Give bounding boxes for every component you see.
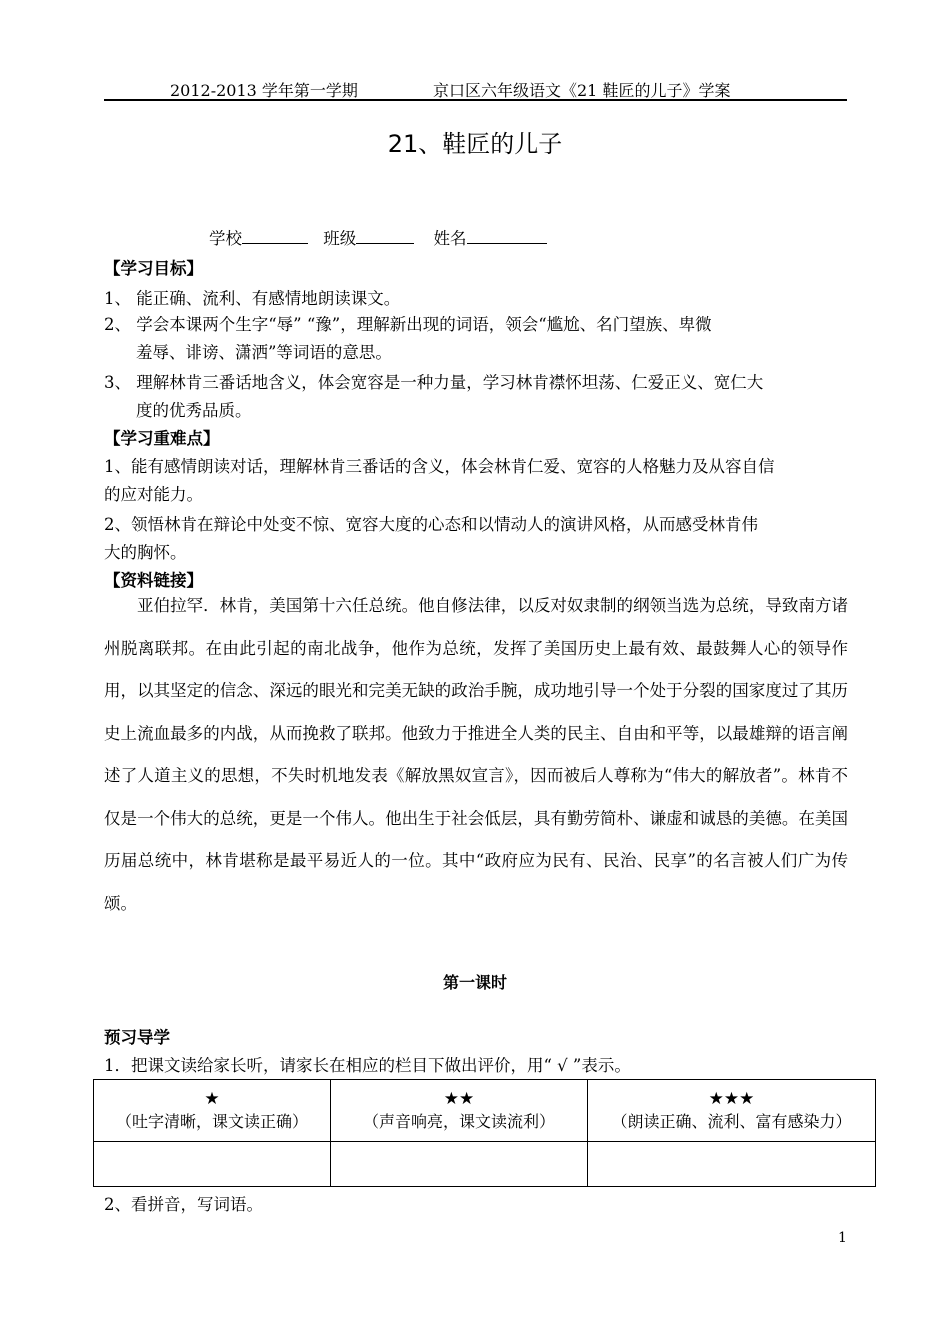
name-label: 姓名: [433, 229, 467, 248]
question-2: 2、看拼音，写词语。: [104, 1195, 263, 1214]
star-rating: ★★★: [708, 1088, 755, 1109]
keypoints-heading: 【学习重难点】: [104, 429, 220, 448]
name-blank: [467, 227, 547, 244]
materials-paragraph: 亚伯拉罕．林肯，美国第十六任总统。他自修法律，以反对奴隶制的纲领当选为总统，导致南方诸州脱离联邦。在由此引起的南北战争，他作为总统，发挥了美国历史上最有效、最鼓舞人心的领导作用，以其坚定的信念、深远的眼光和完美无缺的政治手腕，成功地引导一个处于分裂的国家度过了其历史上流血最多的内战，从而挽救了联邦。他致力于推进全人类的民主、自由和平等，以最雄辩的语言阐述了人道主义的思想，不失时机地发表《解放黑奴宣言》，因而被后人尊称为“伟大的解放者”。林肯不仅是一个伟大的总统，更是一个伟人。他出生于社会低层，具有勤劳简朴、谦虚和诚恳的美德。在美国历届总统中，林肯堪称是最平易近人的一位。其中“政府应为民有、民治、民享”的名言被人们广为传颂。: [104, 596, 848, 913]
goal-item: 度的优秀品质。: [136, 401, 252, 420]
rating-desc: （朗读正确、流利、富有感染力）: [611, 1111, 852, 1131]
rating-cell-1[interactable]: [94, 1142, 331, 1187]
school-label: 学校: [209, 229, 242, 248]
star-rating: ★: [204, 1088, 220, 1109]
info-line: [209, 225, 547, 249]
goal-item: 羞辱、诽谤、潇洒”等词语的意思。: [136, 343, 392, 362]
keypoint-line: 2、领悟林肯在辩论中处变不惊、宽容大度的心态和以情动人的演讲风格，从而感受林肯伟: [104, 515, 758, 534]
keypoint-line: 的应对能力。: [104, 485, 203, 504]
school-blank: [242, 227, 308, 244]
rating-col-3: [588, 1080, 876, 1142]
goal-item: 2、 学会本课两个生字“辱” “豫”，理解新出现的词语，领会“尴尬、名门望族、卑微: [104, 315, 712, 334]
rating-input-row: [94, 1142, 876, 1187]
rating-table: [93, 1079, 876, 1187]
rating-desc: （声音响亮，课文读流利）: [362, 1111, 555, 1131]
materials-heading: 【资料链接】: [104, 571, 203, 590]
page-number: 1: [838, 1230, 847, 1246]
rating-desc: （吐字清晰，课文读正确）: [115, 1111, 308, 1131]
class-blank: [356, 227, 414, 244]
header-left: 2012-2013 学年第一学期: [170, 81, 358, 100]
question-1: 1．把课文读给家长听，请家长在相应的栏目下做出评价，用“ √ ”表示。: [104, 1056, 631, 1075]
star-rating: ★★: [443, 1088, 475, 1109]
keypoint-line: 大的胸怀。: [104, 543, 187, 562]
lesson-title: 第一课时: [442, 973, 507, 992]
rating-cell-2[interactable]: [331, 1142, 588, 1187]
class-label: 班级: [323, 229, 357, 248]
header-divider: [104, 99, 847, 101]
goals-heading: 【学习目标】: [104, 259, 203, 278]
rating-col-1: [94, 1080, 331, 1142]
header-right: 京口区六年级语文《21 鞋匠的儿子》学案: [433, 81, 731, 100]
keypoint-line: 1、能有感情朗读对话，理解林肯三番话的含义，体会林肯仁爱、宽容的人格魅力及从容自信: [104, 457, 775, 476]
goal-item: 1、 能正确、流利、有感情地朗读课文。: [104, 289, 401, 308]
page-title: 21、鞋匠的儿子: [387, 130, 563, 158]
rating-header-row: [94, 1080, 876, 1142]
preview-heading: 预习导学: [104, 1028, 170, 1047]
rating-cell-3[interactable]: [588, 1142, 876, 1187]
rating-col-2: [331, 1080, 588, 1142]
goal-item: 3、 理解林肯三番话地含义，体会宽容是一种力量，学习林肯襟怀坦荡、仁爱正义、宽仁大: [104, 373, 764, 392]
